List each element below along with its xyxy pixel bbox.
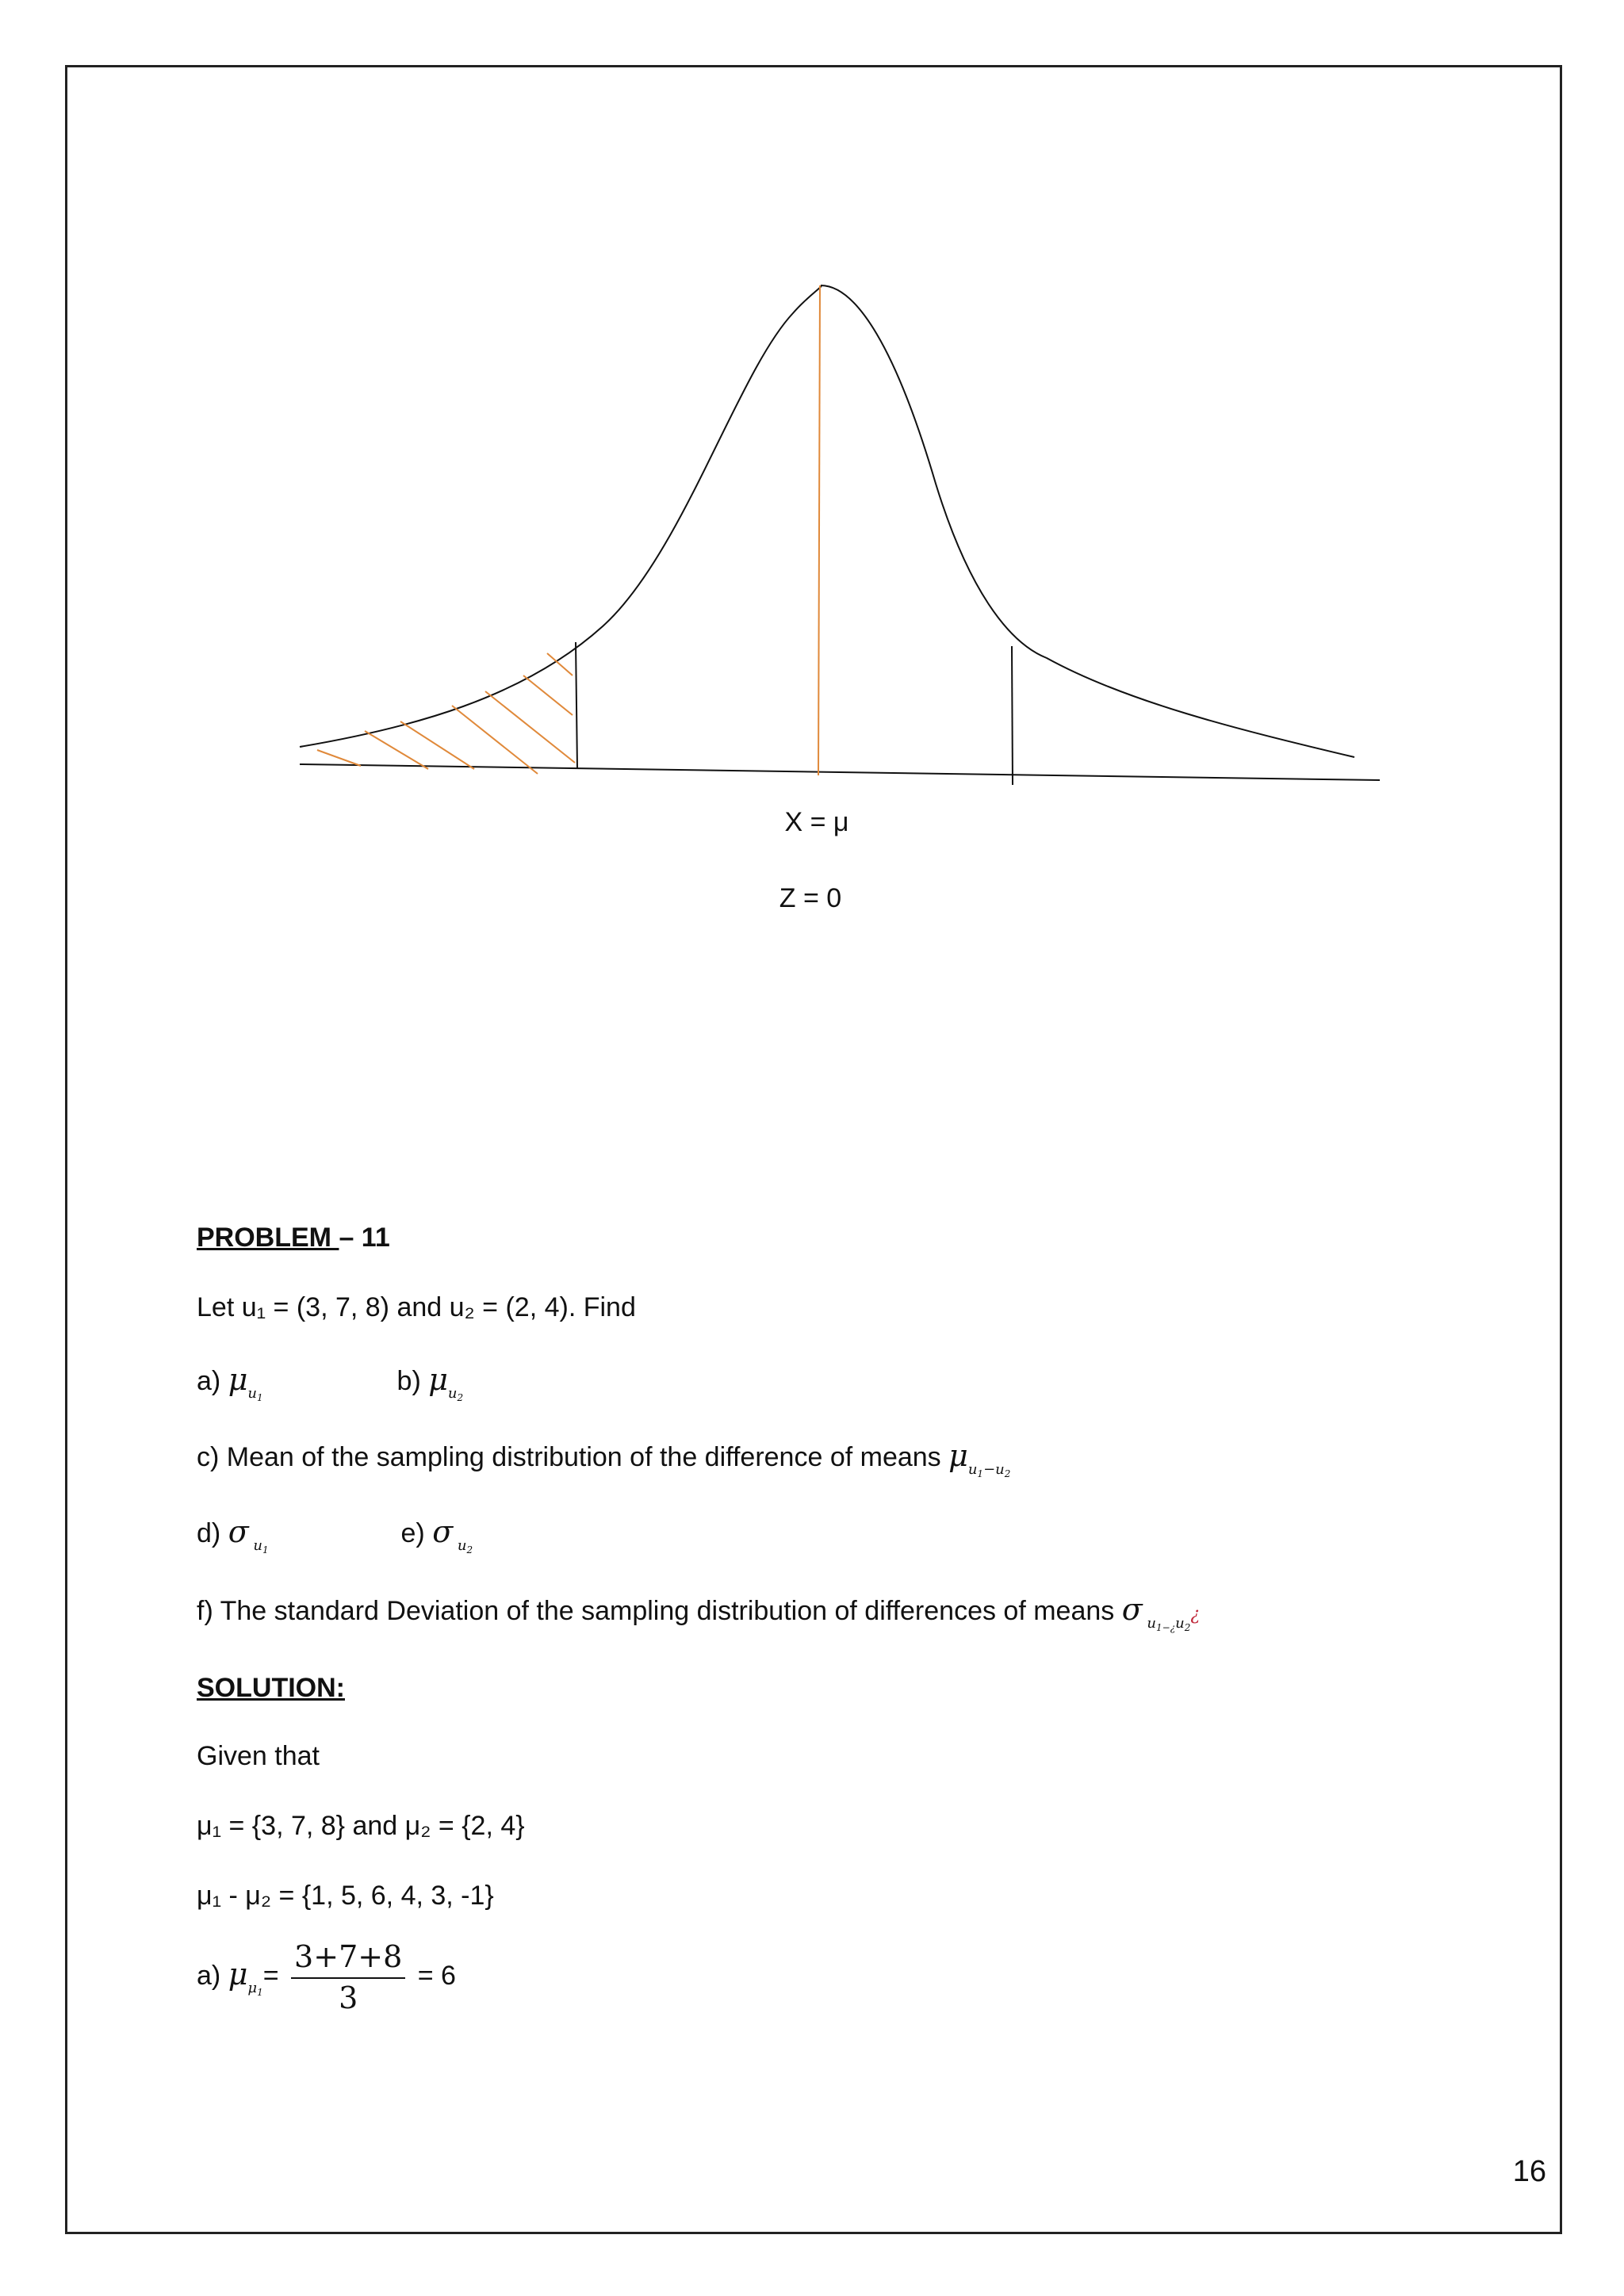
differences-set: μ₁ - μ₂ = {1, 5, 6, 4, 3, -1} xyxy=(197,1881,494,1911)
z-label: Z = 0 xyxy=(779,883,842,913)
solution-heading xyxy=(197,1673,345,1704)
part-c-text: c) Mean of the sampling distribution of the difference of means xyxy=(197,1442,941,1472)
mu-diff-symbol: $\mu_{u_1-u_2}$ xyxy=(948,1438,1011,1479)
solution-part-a: a) $\mu_{\mu_1}=$ $\frac{3+7+8}{3}$ = 6 xyxy=(197,1939,456,2015)
fraction-denominator: 3 xyxy=(339,1980,358,2015)
x-axis-line xyxy=(300,764,1380,780)
bell-curve xyxy=(300,285,1354,757)
mu-u1-symbol: $\mu_{u_1}$ xyxy=(228,1362,263,1403)
left-tail-hatching xyxy=(317,653,575,774)
left-cutoff-line xyxy=(576,642,577,769)
part-e-label: e) xyxy=(400,1518,425,1548)
page-number: 16 xyxy=(1512,2155,1546,2188)
problem-statement: Let u₁ = (3, 7, 8) and u₂ = (2, 4). Find xyxy=(197,1292,636,1322)
parts-d-e xyxy=(197,1514,473,1556)
mean-line xyxy=(818,285,820,775)
sigma-diff-symbol: σ $_{u_{1-¿}u_2}$¿ xyxy=(1121,1592,1201,1633)
mean-result: = 6 xyxy=(417,1960,456,1991)
solution-a-label: a) xyxy=(197,1960,221,1991)
given-text: Given that xyxy=(197,1741,320,1771)
mean-label: X = μ xyxy=(784,807,849,837)
mean-fraction xyxy=(291,1939,405,2015)
part-c xyxy=(197,1438,1010,1479)
part-b-label: b) xyxy=(396,1366,421,1396)
parts-a-b xyxy=(197,1362,463,1403)
fraction-numerator: 3+7+8 xyxy=(291,1939,405,1979)
sigma-u1-symbol: σ $_{u_1}$ xyxy=(228,1514,269,1556)
right-cutoff-line xyxy=(1012,646,1013,785)
solution-heading-text: SOLUTION: xyxy=(197,1673,345,1703)
part-f-text: f) The standard Deviation of the sampling distribution of differences of means xyxy=(197,1596,1115,1626)
given-sets: μ₁ = {3, 7, 8} and μ₂ = {2, 4} xyxy=(197,1811,525,1841)
part-d-label: d) xyxy=(197,1518,221,1548)
mu-mu1-symbol: $\mu_{\mu_1}$ xyxy=(228,1956,263,1998)
mu-u2-symbol: $\mu_{u_2}$ xyxy=(428,1362,464,1403)
part-f xyxy=(197,1592,1200,1633)
problem-title-text: PROBLEM xyxy=(197,1223,339,1253)
problem-title xyxy=(197,1223,390,1253)
problem-number: – 11 xyxy=(339,1223,390,1253)
part-a-label: a) xyxy=(197,1366,221,1396)
sigma-u2-symbol: σ $_{u_2}$ xyxy=(432,1514,473,1556)
